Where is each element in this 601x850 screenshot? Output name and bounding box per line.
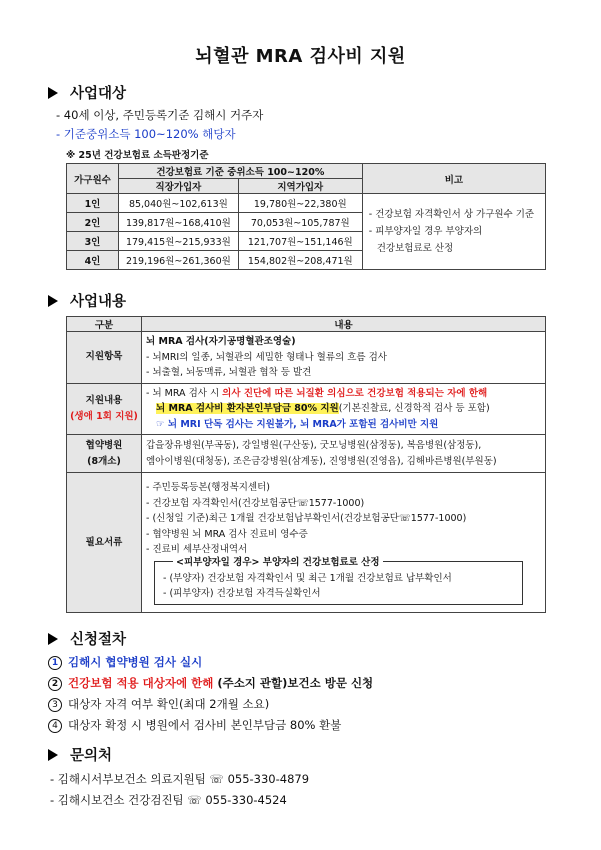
step-number-icon: 2	[48, 677, 62, 691]
documents-item: - 건강보험 자격확인서(건강보험공단☏1577-1000)	[146, 497, 365, 509]
partner-line1: 갑을장유병원(부곡동), 강일병원(구산동), 굿모닝병원(삼정동), 복음병원(삼정동),	[146, 440, 482, 451]
label-partner	[67, 435, 142, 473]
step-number-icon: 1	[48, 656, 62, 670]
row-size: 1인	[67, 194, 119, 213]
procedure-step-4	[48, 717, 341, 733]
section-procedure-title: 신청절차	[70, 632, 127, 648]
section-contact-title: 문의처	[70, 748, 113, 764]
contact-line-main: - 김해시보건소 건강검진팀 ☏ 055-330-4524	[50, 793, 287, 807]
section-target-title: 사업대상	[70, 86, 127, 102]
step-2-red-text: 건강보험 적용 대상자에 한해	[68, 676, 214, 690]
procedure-step-3	[48, 696, 269, 712]
row-size: 4인	[67, 251, 119, 270]
label-documents: 필요서류	[67, 473, 142, 613]
step-number-icon: 3	[48, 698, 62, 712]
documents-cell	[142, 473, 546, 613]
documents-item: - (신청일 기준)최근 1개월 건강보험납부확인서(건강보험공단☏1577-1000)	[146, 513, 467, 525]
label-support-items: 지원항목	[67, 332, 142, 384]
remark-line2a: - 피부양자일 경우 부양자의	[368, 226, 483, 237]
triangle-bullet-icon	[48, 633, 58, 645]
row-employee: 139,817원~168,410원	[118, 213, 238, 232]
step-2-text: (주소지 관할)보건소 방문 신청	[213, 676, 374, 690]
documents-item: - 진료비 세부산정내역서	[146, 544, 248, 556]
remark-cell	[362, 194, 545, 270]
support-detail-label: 지원내용	[85, 394, 123, 406]
section-procedure-heading	[48, 628, 126, 649]
row-employee: 85,040원~102,613원	[118, 194, 238, 213]
header-income-group: 건강보험료 기준 중위소득 100~120%	[118, 164, 362, 179]
support-items-title: 뇌 MRA 검사(자기공명혈관조영술)	[146, 336, 296, 347]
page-title: 뇌혈관 MRA 검사비 지원	[195, 46, 406, 67]
row-employee: 219,196원~261,360원	[118, 251, 238, 270]
row-size: 2인	[67, 213, 119, 232]
content-table	[66, 316, 546, 613]
procedure-step-1	[48, 654, 202, 670]
step-1-text: 김해시 협약병원 검사 실시	[68, 655, 203, 669]
step-4-text: 대상자 확정 시 병원에서 검사비 본인부담금 80% 환불	[68, 718, 342, 732]
support-detail-line2-post: (기본진찰료, 신경학적 검사 등 포함)	[338, 403, 490, 414]
procedure-step-2	[48, 675, 373, 691]
header-content: 내용	[142, 317, 546, 332]
header-category: 구분	[67, 317, 142, 332]
support-detail-line3: 뇌 MRI 단독 검사는 지원불가, 뇌 MRA가 포함된 검사비만 지원	[167, 418, 439, 430]
triangle-bullet-icon	[48, 87, 58, 99]
header-remark: 비고	[362, 164, 545, 194]
dependent-box-line1: - (부양자) 건강보험 자격확인서 및 최근 1개월 건강보험료 납부확인서	[163, 572, 452, 584]
partner-sublabel: (8개소)	[87, 455, 121, 467]
support-items-cell	[142, 332, 546, 384]
section-target-heading	[48, 82, 126, 103]
section-contact-heading	[48, 744, 112, 765]
header-household: 가구원수	[67, 164, 119, 194]
row-regional: 70,053원~105,787원	[238, 213, 362, 232]
income-table	[66, 163, 546, 270]
income-note: ※ 25년 건강보험료 소득판정기준	[66, 150, 209, 161]
row-size: 3인	[67, 232, 119, 251]
support-items-line1: - 뇌MRI의 일종, 뇌혈관의 세밀한 형태나 혈류의 흐름 검사	[146, 351, 387, 363]
header-regional: 지역가입자	[238, 179, 362, 194]
partner-line2: 엠아이병원(대청동), 조은금강병원(삼계동), 진영병원(진영읍), 김해바른병원(부원동)	[146, 455, 497, 467]
triangle-bullet-icon	[48, 295, 58, 307]
support-detail-highlight: 뇌 MRA 검사비 환자본인부담금 80% 지원	[156, 403, 339, 414]
support-detail-sublabel: (생애 1회 지원)	[70, 410, 138, 422]
support-detail-line1-red: 의사 진단에 따른 뇌질환 의심으로 건강보험 적용되는 자에 한해	[222, 387, 488, 399]
support-detail-cell	[142, 383, 546, 435]
section-content-heading	[48, 290, 126, 311]
dependent-box	[154, 556, 523, 605]
target-line-age: - 40세 이상, 주민등록기준 김해시 거주자	[56, 108, 264, 122]
step-number-icon: 4	[48, 719, 62, 733]
documents-item: - 주민등록등본(행정복지센터)	[146, 482, 270, 494]
triangle-bullet-icon	[48, 749, 58, 761]
row-regional: 121,707원~151,146원	[238, 232, 362, 251]
row-regional: 19,780원~22,380원	[238, 194, 362, 213]
row-employee: 179,415원~215,933원	[118, 232, 238, 251]
pointing-hand-icon: ☞	[156, 418, 165, 430]
contact-line-west: - 김해시서부보건소 의료지원팀 ☏ 055-330-4879	[50, 772, 310, 786]
dependent-box-line2: - (피부양자) 건강보험 자격득실확인서	[163, 588, 321, 600]
header-employee: 직장가입자	[118, 179, 238, 194]
step-3-text: 대상자 자격 여부 확인(최대 2개월 소요)	[68, 697, 270, 711]
support-detail-line1-pre: - 뇌 MRA 검사 시	[146, 387, 223, 399]
partner-label: 협약병원	[85, 439, 123, 451]
section-content-title: 사업내용	[70, 294, 127, 310]
support-items-line2: - 뇌출혈, 뇌동맥류, 뇌혈관 협착 등 발견	[146, 367, 312, 378]
documents-item: - 협약병원 뇌 MRA 검사 진료비 영수증	[146, 528, 308, 540]
row-regional: 154,802원~208,471원	[238, 251, 362, 270]
dependent-box-title: <피부양자일 경우> 부양자의 건강보험료로 산정	[173, 555, 383, 571]
remark-line1: - 건강보험 자격확인서 상 가구원수 기준	[368, 209, 535, 220]
target-line-income: - 기준중위소득 100~120% 해당자	[56, 127, 236, 141]
partner-cell	[142, 435, 546, 473]
remark-line2b: 건강보험료로 산정	[376, 243, 454, 254]
label-support-detail	[67, 383, 142, 435]
